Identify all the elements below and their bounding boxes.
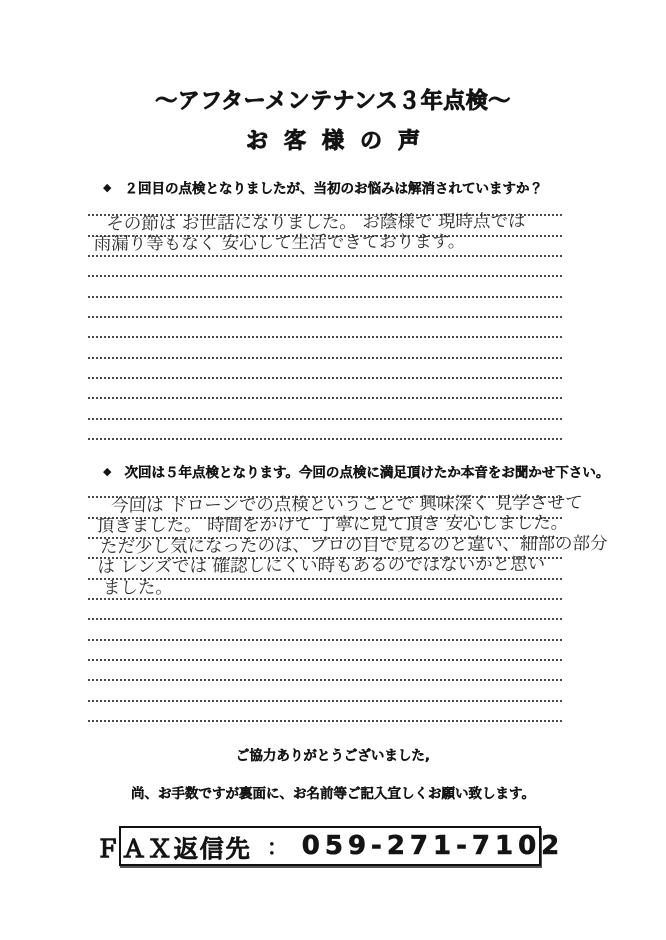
fax-label: ＦＡＸ返信先 — [95, 834, 252, 863]
ruled-line — [88, 338, 562, 358]
ruled-line — [88, 420, 562, 440]
handwritten-line: は レンズでは 確認しにくい時もあるのではないかと思い — [97, 554, 546, 578]
handwritten-line: 今回は ドローンでの点検ということで 興味深く 見学させて — [110, 493, 583, 517]
ruled-line — [88, 620, 562, 640]
ruled-line — [88, 600, 562, 620]
question-1-text: ２回目の点検となりましたが、当初のお悩みは解消されていますか？ — [124, 181, 543, 197]
handwritten-line: その節は お世話になりました。 お蔭様で 現時点では — [106, 211, 526, 235]
answer-area-2 — [88, 478, 608, 722]
ruled-line — [88, 702, 562, 722]
ruled-line — [88, 379, 562, 399]
ruled-line — [88, 681, 562, 701]
ruled-line — [88, 277, 562, 297]
ruled-line — [88, 359, 562, 379]
handwritten-line: 頂きました。 時間をかけて 丁寧に見て頂き 安心しました。 — [96, 513, 569, 538]
diamond-bullet-icon: ◆ — [103, 180, 112, 194]
fax-number: 059-271-7102 — [301, 831, 565, 861]
page-subtitle: お客様の声 — [245, 129, 436, 154]
ruled-line — [88, 298, 562, 318]
handwritten-line: ました。 — [102, 577, 174, 599]
answer-area-1 — [88, 196, 562, 440]
diamond-bullet-icon: ◆ — [103, 464, 112, 478]
backside-instruction: 尚、お手数ですが裏面に、お名前等ご記入宜しくお願い致します。 — [131, 786, 535, 802]
handwritten-line: 雨漏り等もなく 安心して生活できております。 — [93, 232, 466, 256]
fax-separator: ： — [266, 835, 289, 861]
ruled-line — [88, 661, 562, 681]
ruled-line — [88, 641, 562, 661]
question-1-row — [103, 177, 643, 197]
question-2-text: 次回は５年点検となります。今回の点検に満足頂けたか本音をお聞かせ下さい。 — [124, 465, 610, 481]
ruled-line — [88, 399, 562, 419]
handwritten-answer-1 — [91, 211, 562, 255]
ruled-line — [88, 318, 562, 338]
fax-reply-box — [95, 826, 565, 866]
handwritten-answer-2 — [91, 493, 608, 599]
ruled-line — [88, 257, 562, 277]
thanks-message: ご協力ありがとうございました, — [235, 748, 431, 764]
page-title: ～アフターメンテナンス３年点検～ — [155, 89, 511, 114]
handwritten-line: ただ少し気になったのは、プロの目で見るのと違い、細部の部分 — [99, 533, 608, 558]
